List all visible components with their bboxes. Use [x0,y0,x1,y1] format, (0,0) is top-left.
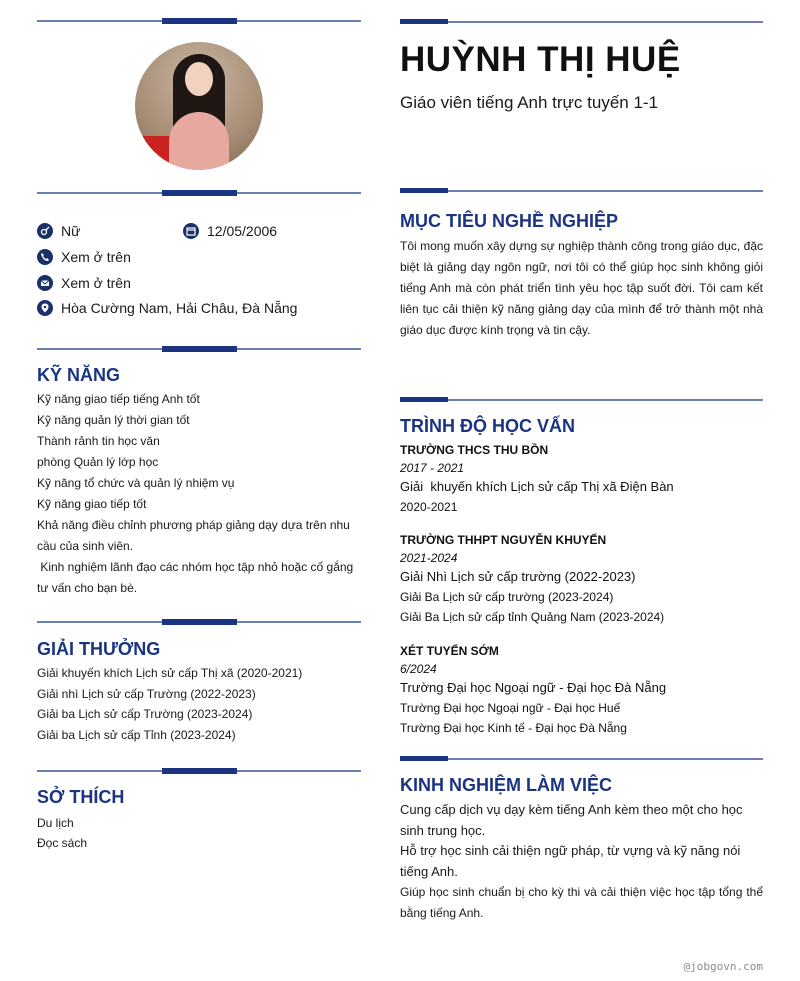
experience-divider [400,758,763,760]
skill-item: Kỹ năng quản lý thời gian tốt [37,413,190,427]
header-divider [400,21,763,23]
address-value: Hòa Cường Nam, Hải Châu, Đà Nẵng [61,300,298,316]
education-detail: Giải Nhì Lịch sử cấp trường (2022-2023) [400,569,636,584]
skill-item: Kỹ năng giao tiếp tiếng Anh tốt [37,392,200,406]
award-item: Giải ba Lịch sử cấp Tỉnh (2023-2024) [37,727,236,742]
education-entry [400,441,763,517]
experience-list [400,800,763,924]
watermark: @jobgovn.com [683,960,763,973]
email-value: Xem ở trên [61,275,131,291]
experience-item: Cung cấp dịch vụ dạy kèm tiếng Anh kèm theo một cho học sinh trung học. [400,802,743,838]
skill-item: Kỹ năng giao tiếp tốt [37,497,147,511]
skills-divider [37,348,361,350]
award-item: Giải nhì Lịch sử cấp Trường (2022-2023) [37,686,256,701]
candidate-name: HUỲNH THỊ HUỆ [400,40,681,79]
hobby-item: Đọc sách [37,836,88,850]
experience-title: KINH NGHIỆM LÀM VIỆC [400,775,613,795]
school-name: XÉT TUYỂN SỚM [400,644,499,658]
education-detail: Trường Đại học Ngoại ngữ - Đại học Huế [400,701,621,715]
education-entry [400,531,763,627]
school-name: TRƯỜNG THHPT NGUYỄN KHUYẾN [400,533,607,547]
education-entry [400,642,763,738]
skills-title: KỸ NĂNG [37,365,121,385]
email-icon [37,275,53,291]
experience-item: Hỗ trợ học sinh cải thiện ngữ pháp, từ vựng và kỹ năng nói tiếng Anh. [400,843,741,879]
awards-title: GIẢI THƯỞNG [37,639,161,659]
skill-item: tư vấn cho bạn bè. [37,581,138,595]
contact-email [37,275,131,291]
skill-item: Khả năng điều chỉnh phương pháp giảng dạy dựa trên nhu [37,518,350,532]
gender-value: Nữ [61,223,81,239]
skills-list [37,389,361,599]
objective-text: Tôi mong muốn xây dựng sự nghiệp thành công trong giáo dục, đặc biệt là giảng dạy ngôn ngữ, nơi tôi có thể giúp học sinh không giỏi tiếng Anh mà còn phát triển tình yêu học tập suốt đời. Tôi cam kết liên tục cải thiện kỹ năng giảng dạy của mình để trở thành một nhà giáo dục được kính trọng và tin cậy. [400,239,763,337]
hobbies-divider [37,770,361,772]
school-years: 2021-2024 [400,551,458,565]
contact-birthdate [183,223,277,239]
education-divider [400,399,763,401]
education-title: TRÌNH ĐỘ HỌC VẤN [400,416,575,436]
calendar-icon [183,223,199,239]
award-item: Giải khuyến khích Lịch sử cấp Thị xã (2020-2021) [37,666,303,680]
education-detail: Giải Ba Lịch sử cấp tỉnh Quảng Nam (2023-2024) [400,610,665,624]
school-years: 6/2024 [400,662,437,676]
school-years: 2017 - 2021 [400,461,465,475]
objective-divider [400,190,763,192]
birthdate-value: 12/05/2006 [207,223,278,239]
photo-bottom-divider [37,192,361,194]
phone-icon [37,249,53,265]
education-detail: Giải khuyến khích Lịch sử cấp Thị xã Điện Bàn [400,479,674,494]
experience-item: Giúp học sinh chuẩn bị cho kỳ thi và cải thiện việc học tập tổng thể bằng tiếng Anh. [400,885,763,920]
hobbies-title: SỞ THÍCH [37,787,125,807]
skill-item: Kỹ năng tổ chức và quản lý nhiệm vụ [37,476,235,490]
contact-address [37,300,297,316]
award-item: Giải ba Lịch sử cấp Trường (2023-2024) [37,707,253,721]
location-icon [37,300,53,316]
skill-item: Kinh nghiệm lãnh đạo các nhóm học tập nhỏ hoặc cố gắng [37,560,354,574]
skill-item: cầu của sinh viên. [37,539,134,553]
phone-value: Xem ở trên [61,249,131,265]
contact-gender [37,223,80,239]
education-detail: 2020-2021 [400,500,458,514]
contact-phone [37,249,131,265]
education-detail: Giải Ba Lịch sử cấp trường (2023-2024) [400,590,614,604]
skill-item: phòng Quản lý lớp học [37,455,159,469]
awards-divider [37,621,361,623]
skill-item: Thành rảnh tin học văn [37,434,160,448]
awards-list [37,663,361,745]
job-title: Giáo viên tiếng Anh trực tuyến 1-1 [400,93,659,112]
education-detail: Trường Đại học Ngoại ngữ - Đại học Đà Nẵng [400,680,667,695]
hobbies-list [37,813,361,853]
education-detail: Trường Đại học Kinh tế - Đại học Đà Nẵng [400,721,627,735]
hobby-item: Du lịch [37,816,74,830]
photo-top-divider [37,20,361,22]
objective-title: MỤC TIÊU NGHỀ NGHIỆP [400,211,619,231]
gender-icon [37,223,53,239]
school-name: TRƯỜNG THCS THU BỒN [400,443,549,457]
profile-photo [135,42,263,170]
